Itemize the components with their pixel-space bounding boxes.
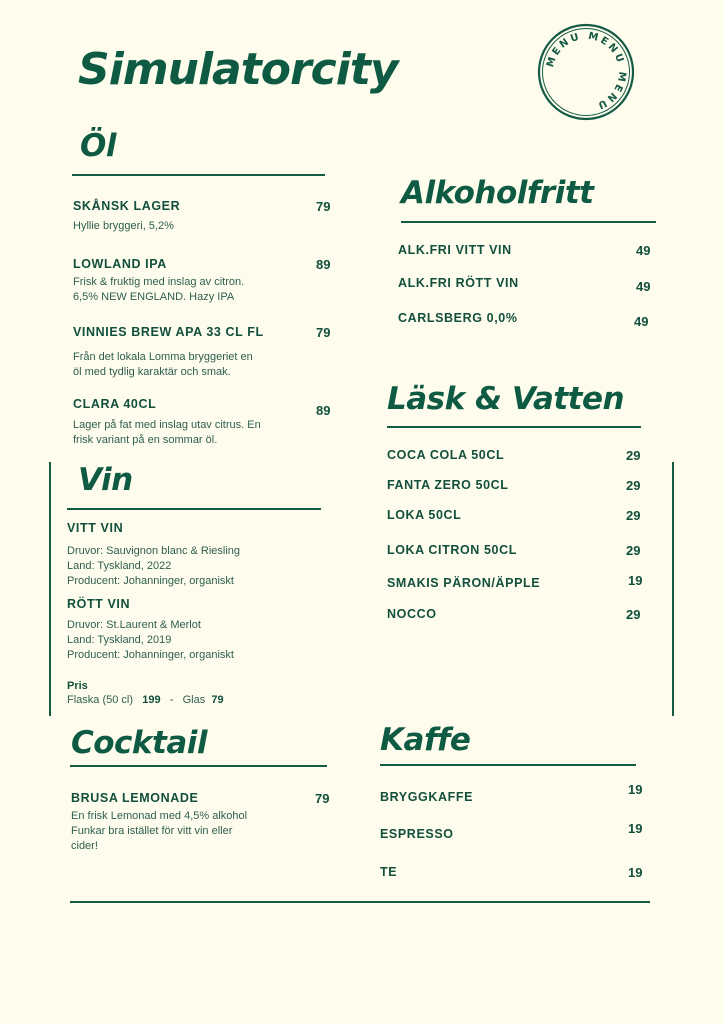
item-description: Frisk & fruktig med inslag av citron. 6,5% NEW ENGLAND. Hazy IPA xyxy=(73,276,245,303)
item-price: 79 xyxy=(316,199,331,214)
item-name: CLARA 40CL xyxy=(73,397,157,411)
item-price: 29 xyxy=(626,543,641,558)
section-title-vin: Vin xyxy=(78,462,133,498)
item-price: 19 xyxy=(628,782,643,797)
item-name: LOKA 50CL xyxy=(387,508,462,522)
item-name: SMAKIS PÄRON/ÄPPLE xyxy=(387,576,541,590)
item-name: ESPRESSO xyxy=(380,827,454,841)
item-name: BRYGGKAFFE xyxy=(380,790,474,804)
item-name: VITT VIN xyxy=(67,521,124,535)
item-description: En frisk Lemonad med 4,5% alkohol Funkar bra istället för vitt vin eller cider! xyxy=(71,810,248,852)
svg-text:MENU MENU MENU xyxy=(545,31,627,112)
item-price: 19 xyxy=(628,865,643,880)
flaska-price: 199 xyxy=(142,694,161,706)
item-price: 89 xyxy=(316,257,331,272)
item-name: ALK.FRI VITT VIN xyxy=(398,243,512,257)
divider xyxy=(401,221,656,223)
item-name: LOKA CITRON 50CL xyxy=(387,543,517,557)
item-price: 79 xyxy=(316,325,331,340)
item-description: Druvor: St.Laurent & Merlot Land: Tyskland, 2019 Producent: Johanninger, organiskt xyxy=(67,619,234,661)
bottom-divider xyxy=(70,901,650,903)
item-description: Från det lokala Lomma bryggeriet en öl med tydlig karaktär och smak. xyxy=(73,351,253,378)
item-price: 29 xyxy=(626,607,641,622)
menu-stamp-icon xyxy=(536,22,636,122)
menu-brand-title: Simulatorcity xyxy=(78,44,398,95)
divider xyxy=(72,174,325,176)
item-price: 19 xyxy=(628,573,643,588)
item-price: 19 xyxy=(628,821,643,836)
item-price: 49 xyxy=(636,279,651,294)
divider xyxy=(70,765,327,767)
section-title-ol: Öl xyxy=(80,128,116,164)
item-price: 29 xyxy=(626,448,641,463)
section-title-cocktail: Cocktail xyxy=(71,725,208,761)
price-separator: - xyxy=(169,694,174,706)
glas-price: 79 xyxy=(211,694,224,706)
item-price: 29 xyxy=(626,508,641,523)
item-description: Hyllie bryggeri, 5,2% xyxy=(73,220,174,232)
item-name: FANTA ZERO 50CL xyxy=(387,478,509,492)
section-title-kaffe: Kaffe xyxy=(380,722,471,758)
divider xyxy=(380,764,636,766)
item-name: NOCCO xyxy=(387,607,437,621)
vertical-divider xyxy=(672,462,674,716)
item-name: RÖTT VIN xyxy=(67,597,131,611)
item-price: 89 xyxy=(316,403,331,418)
item-description: Druvor: Sauvignon blanc & Riesling Land: Tyskland, 2022 Producent: Johanninger, organiskt xyxy=(67,545,241,587)
vertical-divider xyxy=(49,462,51,716)
item-name: COCA COLA 50CL xyxy=(387,448,505,462)
section-title-lask-vatten: Läsk & Vatten xyxy=(387,381,625,417)
item-price: 79 xyxy=(315,791,330,806)
section-title-alkoholfritt: Alkoholfritt xyxy=(401,175,594,211)
item-name: LOWLAND IPA xyxy=(73,257,167,271)
pris-label: Pris xyxy=(67,680,88,692)
divider xyxy=(67,508,321,510)
flaska-label: Flaska (50 cl) xyxy=(67,694,134,706)
item-name: ALK.FRI RÖTT VIN xyxy=(398,276,519,290)
item-price: 29 xyxy=(626,478,641,493)
item-price: 49 xyxy=(634,314,649,329)
item-name: TE xyxy=(380,865,398,879)
item-name: SKÅNSK LAGER xyxy=(73,199,181,213)
item-name: BRUSA LEMONADE xyxy=(71,791,199,805)
divider xyxy=(387,426,641,428)
item-name: VINNIES BREW APA 33 CL FL xyxy=(73,325,264,339)
stamp-text: MENU MENU MENU xyxy=(545,30,628,112)
glas-label: Glas xyxy=(182,694,206,706)
item-price: 49 xyxy=(636,243,651,258)
item-description: Lager på fat med inslag utav citrus. En frisk variant på en sommar öl. xyxy=(73,419,261,446)
item-name: CARLSBERG 0,0% xyxy=(398,311,518,325)
wine-prices xyxy=(67,693,224,708)
